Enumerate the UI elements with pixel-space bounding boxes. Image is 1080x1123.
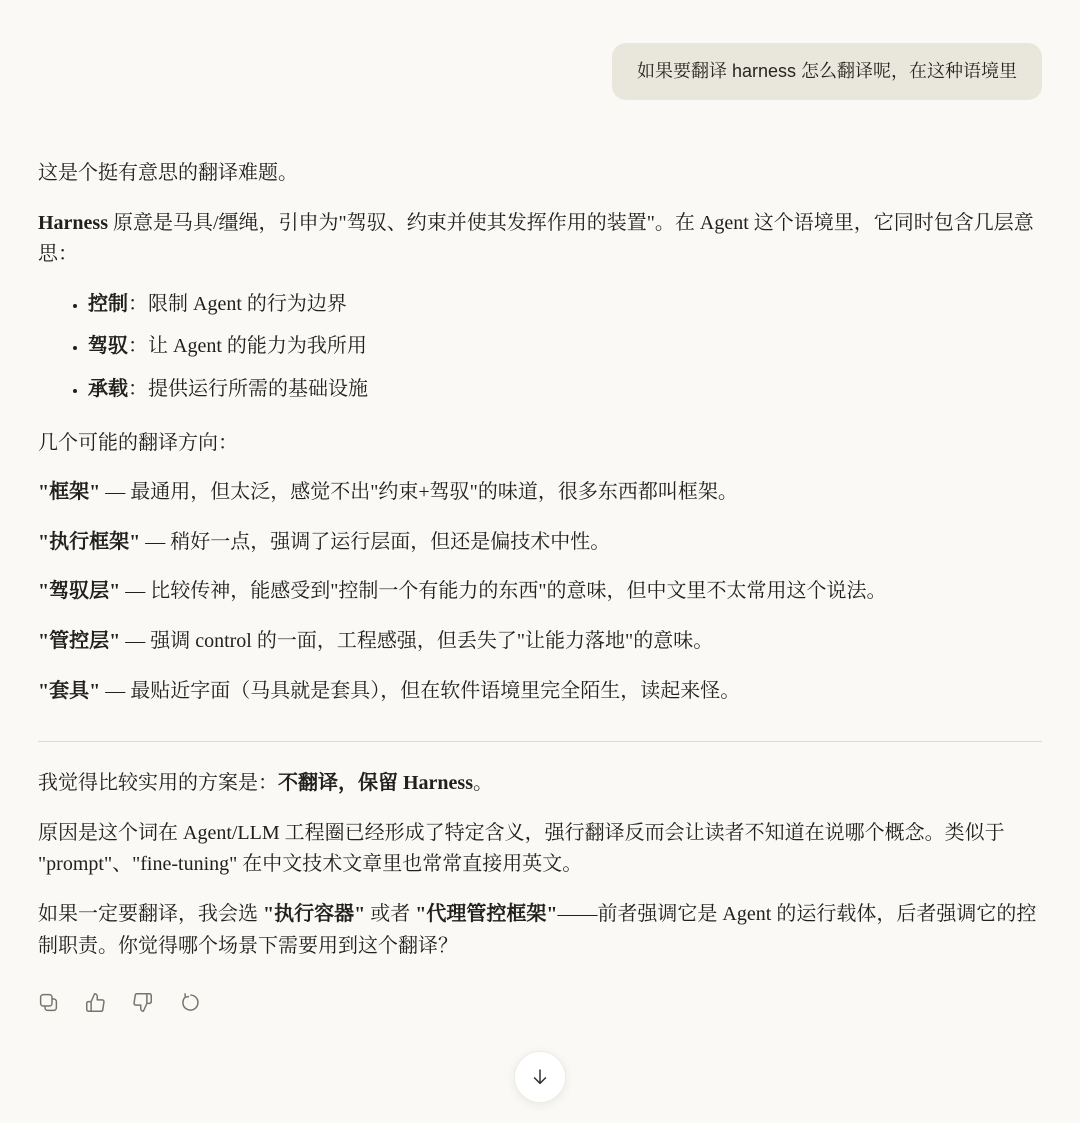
retry-icon bbox=[179, 992, 200, 1013]
paragraph bbox=[38, 626, 1042, 658]
thumbs-down-button[interactable] bbox=[132, 992, 153, 1013]
text-run: ——前者强调它是 Agent 的运行载体，后者强调它的控制职责。你觉得哪个场景下需要用到这个翻译？ bbox=[38, 902, 1037, 957]
paragraph bbox=[38, 477, 1042, 509]
thumbs-down-icon bbox=[132, 992, 153, 1013]
scroll-to-bottom-button[interactable] bbox=[514, 1051, 566, 1103]
list-item bbox=[88, 374, 1042, 406]
bold-text: 不翻译，保留 Harness bbox=[278, 772, 473, 795]
bold-text: "驾驭层" bbox=[38, 580, 121, 603]
paragraph bbox=[38, 818, 1042, 881]
thumbs-up-button[interactable] bbox=[85, 992, 106, 1013]
text-run: ：提供运行所需的基础设施 bbox=[128, 377, 368, 400]
bold-text: "管控层" bbox=[38, 629, 121, 652]
message-actions-toolbar bbox=[38, 992, 1042, 1013]
paragraph bbox=[38, 899, 1042, 962]
text-run: ：限制 Agent 的行为边界 bbox=[128, 292, 347, 315]
bold-text: "框架" bbox=[38, 481, 101, 504]
text-run: 这是个挺有意思的翻译难题。 bbox=[38, 162, 298, 184]
paragraph bbox=[38, 768, 1042, 800]
arrow-down-icon bbox=[529, 1066, 551, 1088]
text-run: 原意是马具/缰绳，引申为"驾驭、约束并使其发挥作用的装置"。在 Agent 这个语境里，它同时包含几层意思： bbox=[38, 211, 1034, 266]
text-run: — 强调 control 的一面，工程感强，但丢失了"让能力落地"的意味。 bbox=[120, 629, 714, 652]
text-run: 几个可能的翻译方向： bbox=[38, 431, 238, 454]
bold-text: "套具" bbox=[38, 679, 101, 702]
text-run: — 最通用，但太泛，感觉不出"约束+驾驭"的味道，很多东西都叫框架。 bbox=[100, 481, 738, 504]
bold-text: "代理管控框架" bbox=[415, 902, 558, 925]
list-item bbox=[88, 331, 1042, 363]
paragraph bbox=[38, 576, 1042, 608]
text-run: — 比较传神，能感受到"控制一个有能力的东西"的意味，但中文里不太常用这个说法。 bbox=[120, 580, 887, 603]
bold-text: Harness bbox=[38, 211, 108, 234]
text-run: — 最贴近字面（马具就是套具），但在软件语境里完全陌生，读起来怪。 bbox=[100, 679, 741, 702]
bold-text: "执行框架" bbox=[38, 530, 141, 553]
text-run: — 稍好一点，强调了运行层面，但还是偏技术中性。 bbox=[140, 530, 611, 553]
text-run: 。 bbox=[473, 772, 493, 795]
bold-text: 驾驭 bbox=[88, 335, 128, 358]
assistant-message bbox=[38, 158, 1042, 1013]
paragraph bbox=[38, 428, 1042, 460]
retry-button[interactable] bbox=[179, 992, 200, 1013]
paragraph bbox=[38, 527, 1042, 559]
copy-button[interactable] bbox=[38, 992, 59, 1013]
bold-text: 控制 bbox=[88, 292, 128, 315]
user-message-bubble bbox=[612, 43, 1042, 100]
paragraph bbox=[38, 676, 1042, 708]
user-message-row bbox=[38, 43, 1042, 100]
section-divider bbox=[38, 741, 1042, 742]
bullet-list bbox=[38, 289, 1042, 406]
bold-text: 承载 bbox=[88, 377, 128, 400]
user-message-text: 如果要翻译 harness 怎么翻译呢，在这种语境里 bbox=[636, 61, 1017, 81]
list-item bbox=[88, 289, 1042, 321]
text-run: 或者 bbox=[365, 902, 416, 925]
text-run: 我觉得比较实用的方案是： bbox=[38, 772, 278, 795]
bold-text: "执行容器" bbox=[263, 902, 366, 925]
text-run: 原因是这个词在 Agent/LLM 工程圈已经形成了特定含义，强行翻译反而会让读者不知道在说哪个概念。类似于 "prompt"、"fine-tuning" 在中文技术文章里也常常直接用英文。 bbox=[38, 821, 1005, 876]
paragraph bbox=[38, 158, 1042, 190]
assistant-content bbox=[38, 158, 1042, 962]
copy-icon bbox=[38, 992, 59, 1013]
thumbs-up-icon bbox=[85, 992, 106, 1013]
text-run: ：让 Agent 的能力为我所用 bbox=[128, 335, 367, 358]
text-run: 如果一定要翻译，我会选 bbox=[38, 902, 263, 925]
paragraph bbox=[38, 208, 1042, 271]
